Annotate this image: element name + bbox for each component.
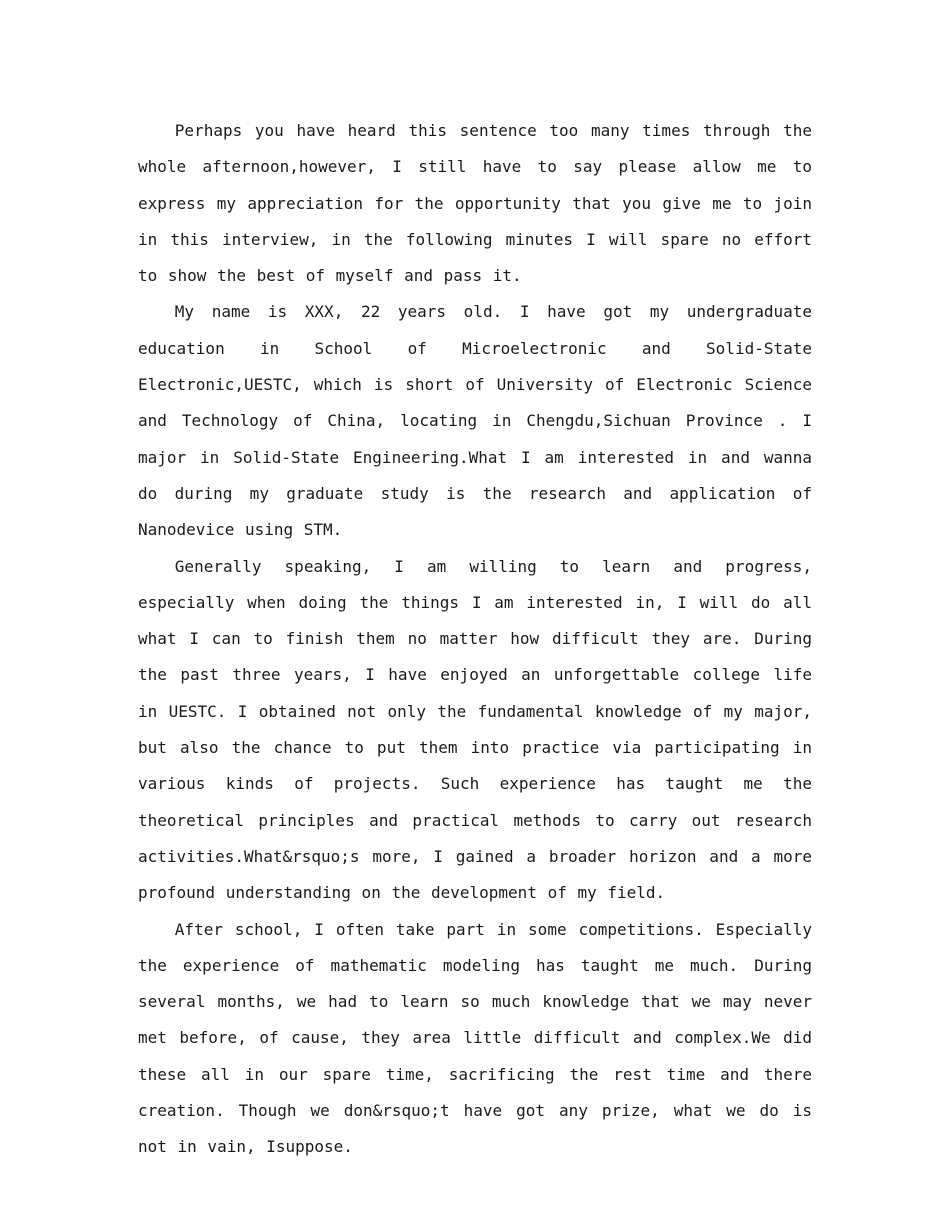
paragraph-competitions: After school, I often take part in some competitions. Especially the experience of mathematic modeling has taught me much. During several months, we had to learn so much knowledge that we may never met before, of cause, they area little difficult and complex.We did these all in our spare time, sacrificing the rest time and there creation. Though we don&rsquo;t have got any prize, what we do is not in vain, Isuppose. [138, 919, 812, 1157]
paragraph-personality: Generally speaking, I am willing to learn and progress, especially when doing the things I am interested in, I will do all what I can to finish them no matter how difficult they are. During the past three years, I have enjoyed an unforgettable college life in UESTC. I obtained not only the fundamental knowledge of my major, but also the chance to put them into practice via participating in various kinds of projects. Such experience has taught me the theoretical principles and practical methods to carry out research activities.What&rsquo;s more, I gained a broader horizon and a more profound understanding on the development of my field. [138, 556, 812, 903]
paragraph-introduction: My name is XXX, 22 years old. I have got my undergraduate education in School of Microelectronic and Solid-State Electronic,UESTC, which is short of University of Electronic Science and Technology of China, locating in Chengdu,Sichuan Province . I major in Solid-State Engineering.What I am interested in and wanna do during my graduate study is the research and application of Nanodevice using STM. [138, 302, 812, 540]
paragraph-gratitude: Perhaps you have heard this sentence too many times through the whole afternoon,however, I still have to say please allow me to express my appreciation for the opportunity that you give me to join in this interview, in the following minutes I will spare no effort to show the best of myself and pass it. [138, 121, 812, 286]
document-body [138, 113, 812, 1166]
